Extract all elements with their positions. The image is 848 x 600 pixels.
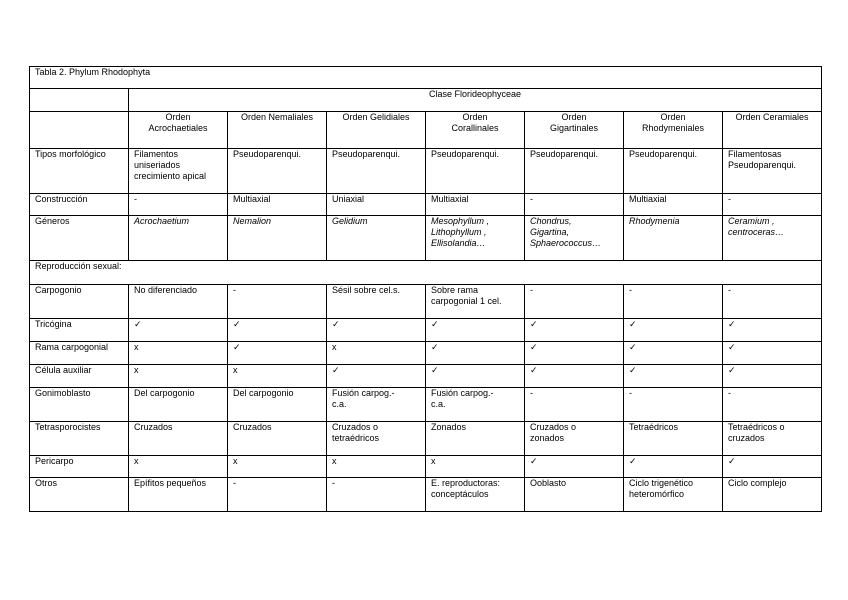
cell-carpogonio-3: Sobre rama carpogonial 1 cel.: [426, 285, 525, 319]
cell-construccion-6: -: [723, 194, 822, 216]
empty-corner-cell: [30, 112, 129, 149]
cell-pericarpo-2: x: [327, 456, 426, 478]
cell-pericarpo-5: ✓: [624, 456, 723, 478]
cell-construccion-1: Multiaxial: [228, 194, 327, 216]
cell-otros-4: Ooblasto: [525, 478, 624, 512]
cell-pericarpo-6: ✓: [723, 456, 822, 478]
cell-otros-5: Ciclo trigenético heteromórfico: [624, 478, 723, 512]
cell-tricogina-4: ✓: [525, 319, 624, 342]
cell-construccion-2: Uniaxial: [327, 194, 426, 216]
cell-rama-4: ✓: [525, 342, 624, 365]
row-label: Construcción: [30, 194, 129, 216]
row-gonimoblasto: [30, 388, 822, 422]
cell-pericarpo-0: x: [129, 456, 228, 478]
order-header: Orden Corallinales: [426, 112, 525, 149]
row-tetra: [30, 422, 822, 456]
cell-generos-2: Gelidium: [327, 216, 426, 261]
rhodophyta-table: [29, 66, 822, 512]
empty-corner-cell: [30, 89, 129, 112]
cell-carpogonio-4: -: [525, 285, 624, 319]
row-label: Rama carpogonial: [30, 342, 129, 365]
cell-construccion-3: Multiaxial: [426, 194, 525, 216]
section-label: Reproducción sexual:: [30, 261, 822, 285]
cell-gonimoblasto-3: Fusión carpog.- c.a.: [426, 388, 525, 422]
cell-gonimoblasto-1: Del carpogonio: [228, 388, 327, 422]
cell-celula-3: ✓: [426, 365, 525, 388]
row-tipos: [30, 149, 822, 194]
cell-rama-2: x: [327, 342, 426, 365]
row-label: Pericarpo: [30, 456, 129, 478]
order-header: Orden Acrochaetiales: [129, 112, 228, 149]
order-header: Orden Rhodymeniales: [624, 112, 723, 149]
cell-rama-3: ✓: [426, 342, 525, 365]
cell-gonimoblasto-4: -: [525, 388, 624, 422]
cell-pericarpo-3: x: [426, 456, 525, 478]
cell-tricogina-2: ✓: [327, 319, 426, 342]
cell-tetra-6: Tetraédricos o cruzados: [723, 422, 822, 456]
cell-tetra-0: Cruzados: [129, 422, 228, 456]
cell-tricogina-6: ✓: [723, 319, 822, 342]
cell-tetra-5: Tetraédricos: [624, 422, 723, 456]
cell-tricogina-0: ✓: [129, 319, 228, 342]
order-header: Orden Ceramiales: [723, 112, 822, 149]
row-otros: [30, 478, 822, 512]
class-row: [30, 89, 822, 112]
table-body: [30, 67, 822, 512]
cell-tricogina-5: ✓: [624, 319, 723, 342]
cell-otros-1: -: [228, 478, 327, 512]
cell-pericarpo-1: x: [228, 456, 327, 478]
row-generos: [30, 216, 822, 261]
cell-generos-6: Ceramium , centroceras…: [723, 216, 822, 261]
cell-gonimoblasto-0: Del carpogonio: [129, 388, 228, 422]
row-label: Célula auxiliar: [30, 365, 129, 388]
cell-construccion-5: Multiaxial: [624, 194, 723, 216]
row-label: Carpogonio: [30, 285, 129, 319]
cell-otros-0: Epífitos pequeños: [129, 478, 228, 512]
row-label: Tipos morfológico: [30, 149, 129, 194]
cell-construccion-0: -: [129, 194, 228, 216]
cell-gonimoblasto-6: -: [723, 388, 822, 422]
cell-tipos-3: Pseudoparenqui.: [426, 149, 525, 194]
cell-celula-2: ✓: [327, 365, 426, 388]
row-carpogonio: [30, 285, 822, 319]
cell-rama-6: ✓: [723, 342, 822, 365]
cell-generos-0: Acrochaetium: [129, 216, 228, 261]
table-title: Tabla 2. Phylum Rhodophyta: [30, 67, 822, 89]
order-header-row: [30, 112, 822, 149]
cell-generos-1: Nemalion: [228, 216, 327, 261]
cell-carpogonio-6: -: [723, 285, 822, 319]
cell-tricogina-3: ✓: [426, 319, 525, 342]
cell-tetra-2: Cruzados o tetraédricos: [327, 422, 426, 456]
cell-otros-3: E. reproductoras: conceptáculos: [426, 478, 525, 512]
row-reproduccion: [30, 261, 822, 285]
cell-tipos-1: Pseudoparenqui.: [228, 149, 327, 194]
cell-rama-0: x: [129, 342, 228, 365]
class-header: Clase Florideophyceae: [129, 89, 822, 112]
title-row: [30, 67, 822, 89]
order-header: Orden Gelidiales: [327, 112, 426, 149]
cell-carpogonio-2: Sésil sobre cel.s.: [327, 285, 426, 319]
row-construccion: [30, 194, 822, 216]
cell-carpogonio-0: No diferenciado: [129, 285, 228, 319]
row-rama: [30, 342, 822, 365]
cell-rama-1: ✓: [228, 342, 327, 365]
cell-tipos-6: Filamentosas Pseudoparenqui.: [723, 149, 822, 194]
cell-celula-6: ✓: [723, 365, 822, 388]
cell-tipos-5: Pseudoparenqui.: [624, 149, 723, 194]
row-pericarpo: [30, 456, 822, 478]
cell-gonimoblasto-2: Fusión carpog.- c.a.: [327, 388, 426, 422]
cell-otros-6: Ciclo complejo: [723, 478, 822, 512]
row-celula: [30, 365, 822, 388]
cell-celula-5: ✓: [624, 365, 723, 388]
cell-carpogonio-5: -: [624, 285, 723, 319]
cell-celula-4: ✓: [525, 365, 624, 388]
row-label: Géneros: [30, 216, 129, 261]
row-tricogina: [30, 319, 822, 342]
row-label: Gonimoblasto: [30, 388, 129, 422]
order-header: Orden Nemaliales: [228, 112, 327, 149]
cell-tricogina-1: ✓: [228, 319, 327, 342]
cell-tetra-1: Cruzados: [228, 422, 327, 456]
cell-otros-2: -: [327, 478, 426, 512]
cell-generos-3: Mesophyllum , Lithophyllum , Ellisolandia…: [426, 216, 525, 261]
cell-celula-1: x: [228, 365, 327, 388]
cell-celula-0: x: [129, 365, 228, 388]
cell-construccion-4: -: [525, 194, 624, 216]
order-header: Orden Gigartinales: [525, 112, 624, 149]
cell-rama-5: ✓: [624, 342, 723, 365]
cell-tipos-0: Filamentos uniseriados crecimiento apical: [129, 149, 228, 194]
cell-tipos-4: Pseudoparenqui.: [525, 149, 624, 194]
cell-gonimoblasto-5: -: [624, 388, 723, 422]
row-label: Otros: [30, 478, 129, 512]
cell-tetra-4: Cruzados o zonados: [525, 422, 624, 456]
cell-tetra-3: Zonados: [426, 422, 525, 456]
cell-pericarpo-4: ✓: [525, 456, 624, 478]
row-label: Tetrasporocistes: [30, 422, 129, 456]
cell-carpogonio-1: -: [228, 285, 327, 319]
row-label: Tricógina: [30, 319, 129, 342]
cell-tipos-2: Pseudoparenqui.: [327, 149, 426, 194]
cell-generos-4: Chondrus, Gigartina, Sphaerococcus…: [525, 216, 624, 261]
cell-generos-5: Rhodymenia: [624, 216, 723, 261]
